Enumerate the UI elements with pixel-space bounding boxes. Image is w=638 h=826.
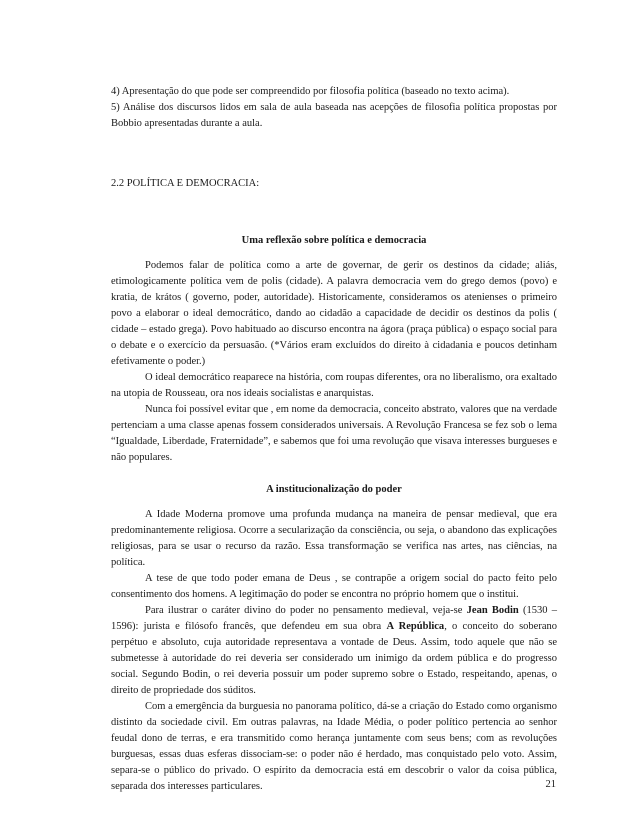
paragraph: Com a emergência da burguesia no panorama político, dá-se a criação do Estado como organismo distinto da sociedade civil. Em outras palavras, na Idade Média, o poder político pertencia ao senhor feudal dono de terras, e era transmitido como herança juntamente com seus bens; com as revoluções burguesas, essas duas esferas dissociam-se: o poder não é herdado, mas conquistado pelo voto. Assim, separa-se o público do privado. O espírito da democracia está em descobrir o valor da coisa pública, separada dos interesses particulares.	[111, 701, 557, 792]
paragraph: A tese de que todo poder emana de Deus , se contrapõe a origem social do pacto feito pelo consentimento dos homens. A legitimação do poder se encontra no próprio homem que o institui.	[111, 573, 557, 600]
paragraph: Nunca foi possível evitar que , em nome da democracia, conceito abstrato, valores que na verdade pertenciam a uma classe apenas fossem considerados universais. A Revolução Francesa se fez sob o lema “Igualdade, Liberdade, Fraternidade”, e sabemos que foi uma revolução que visava interesses burgueses e não populares.	[111, 404, 557, 463]
page-number: 21	[545, 779, 556, 790]
text-run: Para ilustrar o caráter divino do poder no pensamento medieval, veja-se	[145, 605, 467, 616]
article-title: Uma reflexão sobre política e democracia	[241, 235, 427, 246]
list-item: 5) Análise dos discursos lidos em sala de aula baseada nas acepções de filosofia política propostas por Bobbio apresentadas durante a aula.	[111, 102, 557, 129]
paragraph	[111, 603, 557, 699]
activity-list	[111, 84, 557, 132]
paragraph: A Idade Moderna promove uma profunda mudança na maneira de pensar medieval, que era predominantemente religiosa. Ocorre a secularização da consciência, ou seja, o abandono das explicações religiosas, para se usar o recurso da razão. Essa transformação se verifica nas artes, nas ciências, na política.	[111, 509, 557, 568]
text-run: (1530 – 1596): jurista e filósofo francês, que defendeu em sua obra	[111, 605, 558, 632]
section-heading: 2.2 POLÍTICA E DEMOCRACIA:	[111, 178, 260, 189]
paragraph: Podemos falar de política como a arte de governar, de gerir os destinos da cidade; aliás, etimologicamente política vem de polis (cidade). A palavra democracia vem do grego demos (povo) e kratia, de krátos ( governo, poder, autoridade). Historicamente, consideramos os atenienses o primeiro povo a elaborar o ideal democrático, dando ao cidadão a capacidade de decidir os destinos da polis ( cidade – estado grega). Povo habituado ao discurso encontra na ágora (praça pública) o espaço social para o debate e o exercício da persuasão. (*Vários eram excluídos do direito à cidadania e poucos detinham efetivamente o poder.)	[111, 260, 557, 367]
article-body	[111, 258, 557, 466]
bold-name: Jean Bodin	[466, 605, 519, 616]
article-title: A institucionalização do poder	[266, 484, 402, 495]
paragraph: O ideal democrático reaparece na história, com roupas diferentes, ora no liberalismo, ora exaltado na utopia de Rousseau, ora nos ideais socialistas e anarquistas.	[111, 372, 557, 399]
article-body	[111, 507, 557, 795]
text-run: , o conceito do soberano perpétuo e absoluto, cuja autoridade representava a vontade de Deus. Assim, todo aquele que não se submetesse à autoridade do rei deveria ser considerado um inimigo da ordem pública e do progresso social. Segundo Bodin, o rei deveria possuir um poder supremo sobre o Estado, respeitando, apenas, o direito de propriedade dos súditos.	[111, 621, 557, 696]
list-item: 4) Apresentação do que pode ser compreendido por filosofia política (baseado no texto acima).	[111, 86, 510, 97]
bold-title: A República	[386, 621, 445, 632]
